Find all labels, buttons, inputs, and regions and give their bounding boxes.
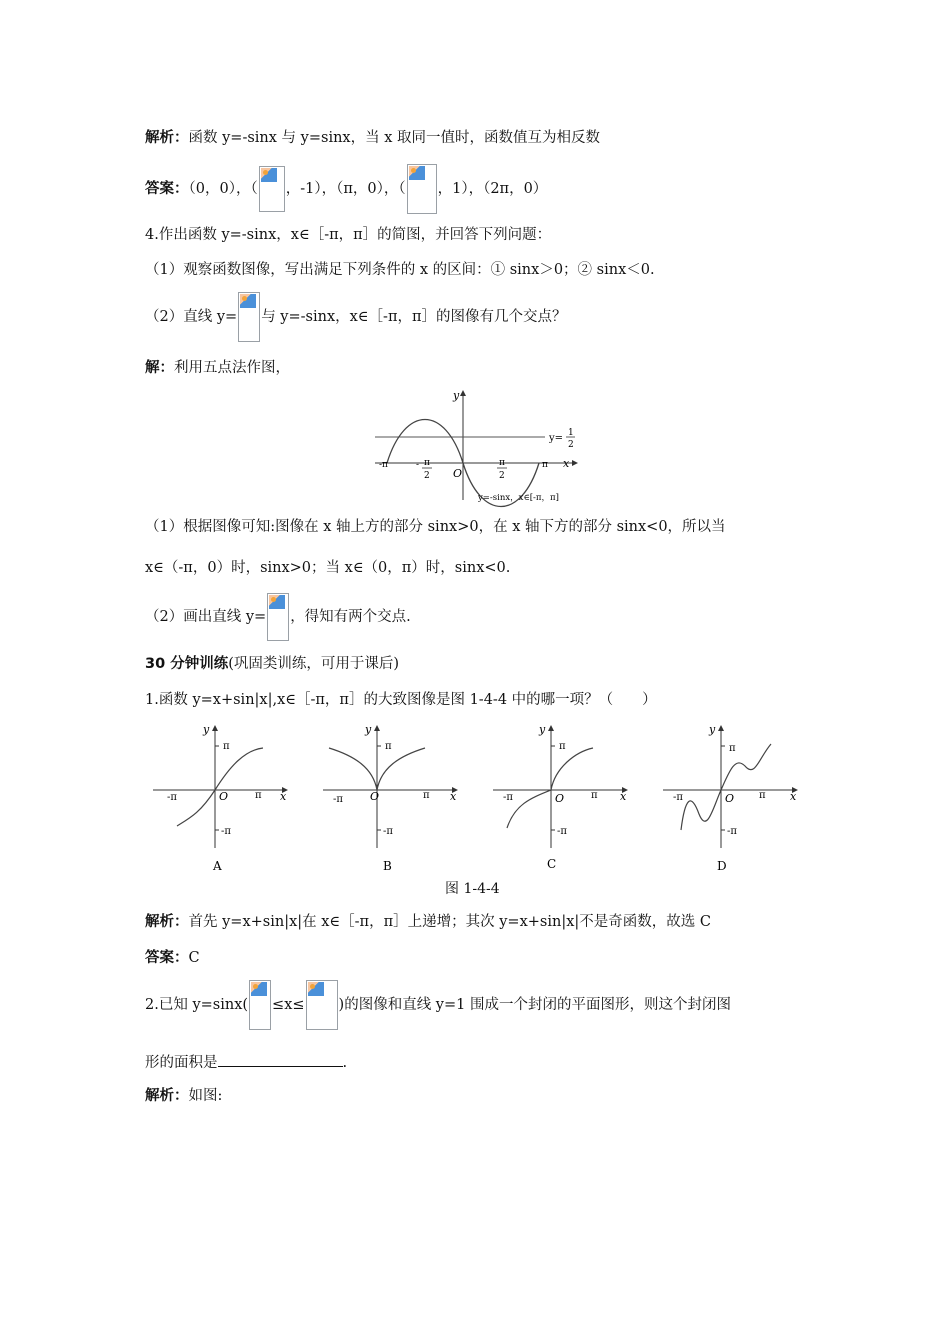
solution-part-2 bbox=[145, 592, 411, 642]
figure-caption: y=-sinx，x∈[-π，π] bbox=[478, 493, 559, 503]
analysis-line-2 bbox=[145, 912, 711, 932]
svg-text:π: π bbox=[759, 790, 766, 801]
solution-text: 利用五点法作图， bbox=[174, 360, 290, 376]
analysis-text-2: 首先 y=x+sin|x|在 x∈［-π，π］上递增；其次 y=x+sin|x|不是奇函数，故选 C bbox=[188, 914, 711, 930]
origin-label: O bbox=[453, 467, 463, 480]
sol-p2-a: （2）画出直线 y= bbox=[145, 609, 267, 625]
exercise-2-cont bbox=[145, 1052, 347, 1073]
answer-label-2: 答案： bbox=[145, 950, 189, 966]
svg-text:y: y bbox=[365, 723, 372, 736]
svg-text:π: π bbox=[559, 741, 566, 752]
solution-label: 解： bbox=[145, 360, 174, 376]
analysis-label-3: 解析： bbox=[145, 1088, 189, 1104]
analysis-label: 解析： bbox=[145, 130, 189, 146]
half-pi-den: 2 bbox=[499, 471, 505, 481]
x-label: x bbox=[563, 457, 570, 470]
answer-part-c: ，1），（2π，0） bbox=[437, 181, 548, 197]
option-b-label: B bbox=[383, 859, 392, 873]
answer-part-b: ，-1），（π，0），（ bbox=[285, 181, 406, 197]
ex2-a: 2.已知 y=sinx( bbox=[145, 997, 249, 1013]
question-4-part-2 bbox=[145, 292, 567, 342]
solution-part-1-cont: x∈（-π，0）时，sinx>0；当 x∈（0，π）时，sinx<0. bbox=[145, 560, 511, 576]
q4p2-a: （2）直线 y= bbox=[145, 309, 238, 325]
svg-text:y: y bbox=[709, 723, 716, 736]
neg-half-pi-den: 2 bbox=[424, 471, 430, 481]
y-label: y bbox=[453, 389, 460, 402]
svg-text:O: O bbox=[370, 790, 380, 803]
svg-text:π: π bbox=[385, 741, 392, 752]
half-num: 1 bbox=[568, 428, 574, 438]
analysis-line-3 bbox=[145, 1086, 222, 1106]
broken-image-icon bbox=[238, 292, 260, 342]
ex2-c: )的图像和直线 y=1 围成一个封闭的平面图形，则这个封闭图 bbox=[338, 997, 731, 1013]
line-label: y= bbox=[549, 433, 564, 444]
half-pi-num: π bbox=[499, 458, 505, 468]
analysis-line-1 bbox=[145, 128, 600, 148]
neg-pi-label: -π bbox=[379, 460, 388, 470]
sol-p2-b: ，得知有两个交点. bbox=[290, 609, 411, 625]
half-den: 2 bbox=[568, 440, 574, 450]
option-b-graph bbox=[323, 723, 457, 873]
svg-text:π: π bbox=[255, 790, 262, 801]
option-d-label: D bbox=[717, 859, 727, 873]
answer-label: 答案： bbox=[145, 181, 189, 197]
svg-text:-π: -π bbox=[167, 792, 177, 803]
pi-label: π bbox=[542, 460, 548, 470]
q4p2-b: 与 y=-sinx，x∈［-π，π］的图像有几个交点？ bbox=[261, 309, 567, 325]
svg-text:x: x bbox=[450, 790, 457, 803]
section-heading bbox=[145, 654, 399, 674]
answer-text-2: C bbox=[188, 950, 200, 966]
ex2-b: ≤x≤ bbox=[272, 997, 305, 1013]
question-4: 4.作出函数 y=-sinx，x∈［-π，π］的简图，并回答下列问题： bbox=[145, 227, 552, 243]
svg-text:O: O bbox=[555, 792, 565, 805]
svg-text:-π: -π bbox=[557, 826, 567, 837]
svg-text:O: O bbox=[219, 790, 229, 803]
analysis-text: 函数 y=-sinx 与 y=sinx，当 x 取同一值时，函数值互为相反数 bbox=[188, 130, 600, 146]
analysis-text-3: 如图: bbox=[188, 1088, 223, 1104]
answer-part-a: （0，0），（ bbox=[188, 181, 258, 197]
options-figure bbox=[145, 718, 810, 878]
svg-text:O: O bbox=[725, 792, 735, 805]
ex2-cont-b: . bbox=[342, 1055, 348, 1071]
section-subtitle: (巩固类训练，可用于课后) bbox=[228, 656, 400, 672]
svg-text:y: y bbox=[539, 723, 546, 736]
sine-graph-figure bbox=[365, 385, 595, 510]
neg-half-pi-num: π bbox=[424, 458, 430, 468]
exercise-2 bbox=[145, 980, 731, 1030]
broken-image-icon bbox=[407, 164, 437, 214]
solution-line bbox=[145, 358, 290, 378]
broken-image-icon bbox=[259, 166, 285, 212]
option-a-graph bbox=[153, 723, 287, 873]
ex2-cont-a: 形的面积是 bbox=[145, 1055, 218, 1071]
option-d-graph bbox=[663, 723, 797, 873]
section-title: 30 分钟训练 bbox=[145, 656, 229, 672]
exercise-1: 1.函数 y=x+sin|x|,x∈［-π，π］的大致图像是图 1-4-4 中的哪一项？（ ） bbox=[145, 692, 657, 708]
svg-text:-π: -π bbox=[673, 792, 683, 803]
svg-text:x: x bbox=[620, 790, 627, 803]
answer-line-1 bbox=[145, 164, 547, 214]
svg-text:-π: -π bbox=[383, 826, 393, 837]
broken-image-icon bbox=[306, 980, 338, 1030]
option-a-label: A bbox=[213, 859, 222, 873]
neg-half-pi-sign: - bbox=[416, 460, 420, 470]
solution-part-1: （1）根据图像可知:图像在 x 轴上方的部分 sinx>0，在 x 轴下方的部分 sinx<0，所以当 bbox=[145, 519, 726, 535]
answer-blank[interactable] bbox=[218, 1052, 343, 1067]
svg-text:-π: -π bbox=[333, 794, 343, 805]
svg-text:π: π bbox=[729, 743, 736, 754]
svg-text:π: π bbox=[591, 790, 598, 801]
figure-caption-1-4-4: 图 1-4-4 bbox=[445, 881, 500, 897]
question-4-part-1: （1）观察函数图像，写出满足下列条件的 x 的区间：① sinx＞0；② sinx＜0. bbox=[145, 262, 655, 278]
broken-image-icon bbox=[249, 980, 271, 1030]
svg-text:-π: -π bbox=[727, 826, 737, 837]
analysis-label-2: 解析： bbox=[145, 914, 189, 930]
svg-text:π: π bbox=[423, 790, 430, 801]
broken-image-icon bbox=[267, 593, 289, 641]
svg-text:x: x bbox=[790, 790, 797, 803]
svg-text:x: x bbox=[280, 790, 287, 803]
svg-text:π: π bbox=[223, 741, 230, 752]
option-c-label: C bbox=[547, 857, 557, 871]
answer-line-2 bbox=[145, 948, 200, 968]
svg-text:-π: -π bbox=[221, 826, 231, 837]
option-c-graph bbox=[493, 723, 627, 871]
svg-text:y: y bbox=[203, 723, 210, 736]
svg-text:-π: -π bbox=[503, 792, 513, 803]
